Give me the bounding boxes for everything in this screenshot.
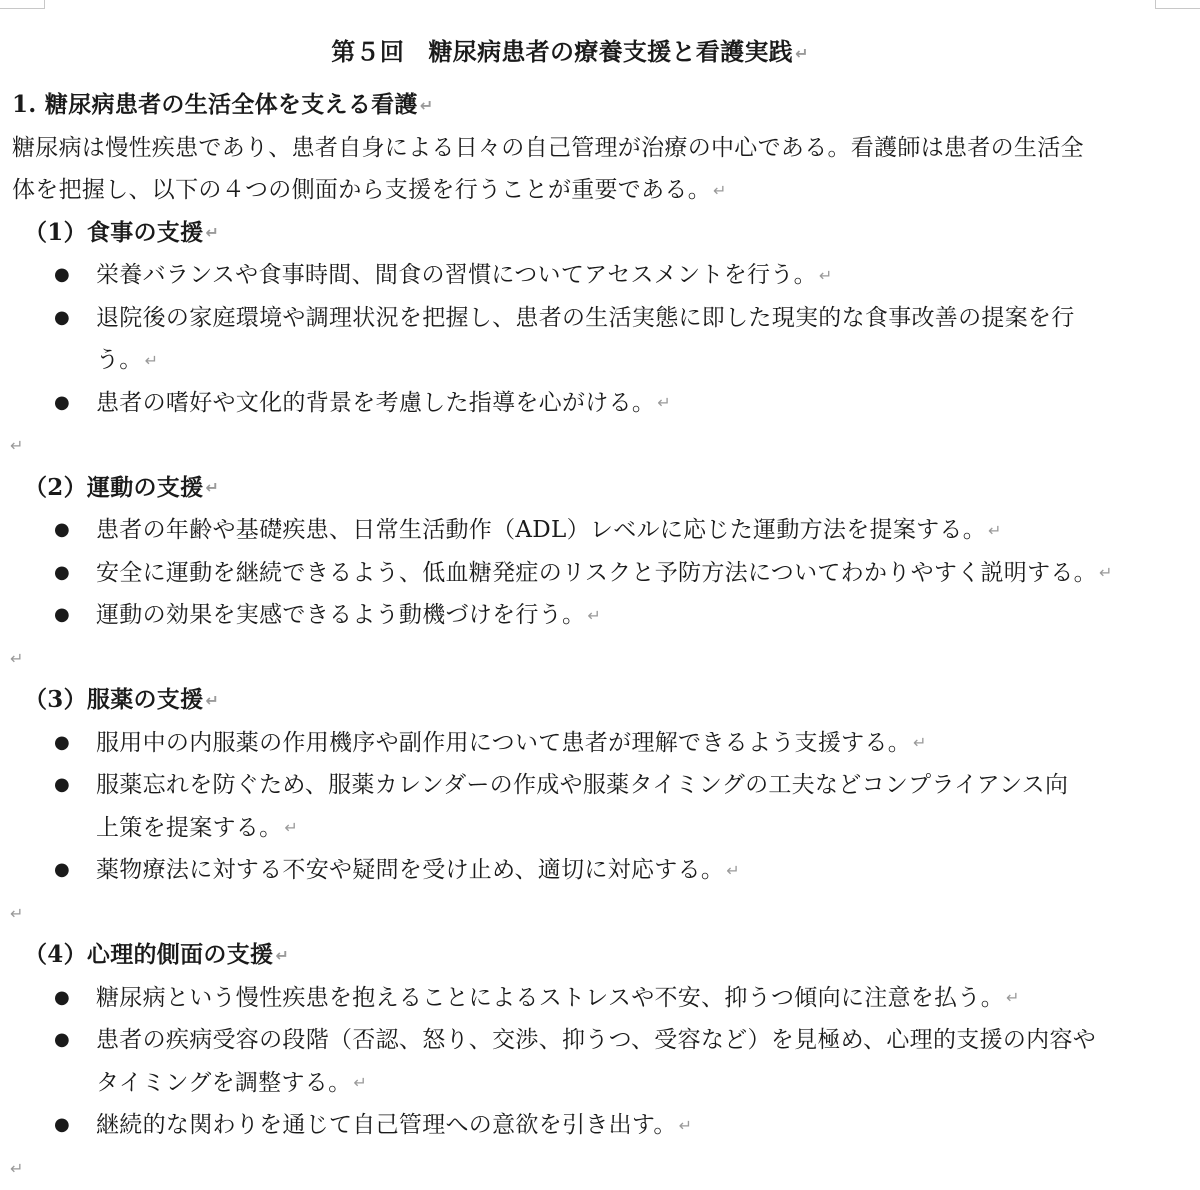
bullet-icon: ● <box>54 391 71 413</box>
list-item-text: 糖尿病という慢性疾患を抱えることによるストレスや不安、抑うつ傾向に注意を払う。 <box>96 984 1005 1011</box>
bullet-icon: ● <box>54 306 71 328</box>
paragraph-mark-icon: ↵ <box>713 180 727 200</box>
list-item[interactable] <box>10 382 1190 425</box>
bullet-icon: ● <box>54 264 71 285</box>
paragraph-mark-icon: ↵ <box>10 435 24 455</box>
list-item[interactable] <box>10 764 1190 807</box>
paragraph-mark-icon: ↵ <box>205 223 220 243</box>
paragraph-mark-icon: ↵ <box>726 860 740 880</box>
paragraph-mark-icon: ↵ <box>275 945 290 965</box>
section1-intro-line1[interactable] <box>10 127 1190 170</box>
paragraph-mark-icon: ↵ <box>657 393 671 413</box>
bullet-icon: ● <box>54 519 71 540</box>
paragraph-mark-icon: ↵ <box>419 95 434 115</box>
intro-text: 糖尿病は慢性疾患であり、患者自身による日々の自己管理が治療の中心である。看護師は患者の生活全 <box>12 134 1084 161</box>
paragraph-mark-icon: ↵ <box>587 605 602 625</box>
list-item[interactable] <box>10 594 1190 637</box>
list-item-continuation[interactable] <box>10 1062 1190 1105</box>
bullet-icon: ● <box>54 986 71 1008</box>
paragraph-mark-icon: ↵ <box>10 903 24 923</box>
list-item-text: 運動の効果を実感できるよう動機づけを行う。 <box>96 602 586 628</box>
page-corner-mark-right <box>1155 0 1200 9</box>
list-item-text: 服薬忘れを防ぐため、服薬カレンダーの作成や服薬タイミングの工夫などコンプライアンス向 <box>96 772 1069 798</box>
list-item-text: 安全に運動を継続できるよう、低血糖発症のリスクと予防方法についてわかりやすく説明する。 <box>96 559 1097 586</box>
empty-paragraph[interactable] <box>10 424 1190 467</box>
bullet-icon: ● <box>54 561 71 583</box>
list-item-text: 患者の疾病受容の段階（否認、怒り、交渉、抑うつ、受容など）を見極め、心理的支援の内容や <box>96 1027 1097 1053</box>
intro-text: 体を把握し、以下の４つの側面から支援を行うことが重要である。 <box>12 177 711 203</box>
paragraph-mark-icon: ↵ <box>794 43 809 63</box>
bullet-icon: ● <box>54 731 71 753</box>
paragraph-mark-icon: ↵ <box>284 818 299 838</box>
sub3-heading-text: （3）服薬の支援 <box>24 686 204 713</box>
sub2-heading[interactable] <box>10 467 1190 510</box>
section1-heading[interactable] <box>10 84 1190 127</box>
list-item[interactable] <box>10 849 1190 892</box>
paragraph-mark-icon: ↵ <box>10 648 24 668</box>
bullet-icon: ● <box>54 1029 71 1050</box>
list-item[interactable] <box>10 977 1190 1020</box>
list-item[interactable] <box>10 297 1190 340</box>
sub2-heading-text: （2）運動の支援 <box>24 473 204 501</box>
list-item[interactable] <box>10 509 1190 552</box>
list-item-text: 上策を提案する。 <box>96 814 283 841</box>
sub1-heading[interactable] <box>10 212 1190 255</box>
list-item-text: 栄養バランスや食事時間、間食の習慣についてアセスメントを行う。 <box>96 262 817 288</box>
sub4-heading[interactable] <box>10 934 1190 977</box>
section1-intro-line2[interactable] <box>10 169 1190 212</box>
bullet-icon: ● <box>54 859 71 880</box>
bullet-icon: ● <box>54 1114 71 1135</box>
bullet-icon: ● <box>54 774 71 795</box>
list-item-text: タイミングを調整する。 <box>96 1069 352 1096</box>
paragraph-mark-icon: ↵ <box>1098 563 1113 583</box>
paragraph-mark-icon: ↵ <box>913 733 927 753</box>
list-item-continuation[interactable] <box>10 807 1190 850</box>
page-corner-mark-left <box>0 0 45 9</box>
list-item-text: う。 <box>96 347 143 373</box>
list-item-text: 患者の年齢や基礎疾患、日常生活動作（ADL）レベルに応じた運動方法を提案する。 <box>96 517 987 543</box>
list-item-text: 患者の嗜好や文化的背景を考慮した指導を心がける。 <box>96 389 656 416</box>
list-item[interactable] <box>10 1104 1190 1147</box>
list-item-text: 服用中の内服薬の作用機序や副作用について患者が理解できるよう支援する。 <box>96 729 912 756</box>
bullet-icon: ● <box>54 604 71 625</box>
paragraph-mark-icon: ↵ <box>353 1073 368 1093</box>
paragraph-mark-icon: ↵ <box>205 478 220 498</box>
paragraph-mark-icon: ↵ <box>818 265 833 285</box>
list-item[interactable] <box>10 722 1190 765</box>
section1-heading-text: 1. 糖尿病患者の生活全体を支える看護 <box>12 91 418 118</box>
paragraph-mark-icon: ↵ <box>678 1115 693 1135</box>
list-item-continuation[interactable] <box>10 339 1190 382</box>
empty-paragraph[interactable] <box>10 892 1190 935</box>
paragraph-mark-icon: ↵ <box>988 520 1002 540</box>
empty-paragraph[interactable] <box>10 1147 1190 1190</box>
document-page <box>10 28 1190 1189</box>
paragraph-mark-icon: ↵ <box>144 350 159 370</box>
list-item[interactable] <box>10 1019 1190 1062</box>
list-item-text: 薬物療法に対する不安や疑問を受け止め、適切に対応する。 <box>96 857 725 883</box>
paragraph-mark-icon: ↵ <box>10 1158 24 1178</box>
document-title[interactable] <box>10 28 1190 76</box>
paragraph-mark-icon: ↵ <box>1006 988 1020 1008</box>
list-item-text: 継続的な関わりを通じて自己管理への意欲を引き出す。 <box>96 1112 677 1138</box>
list-item[interactable] <box>10 254 1190 297</box>
list-item[interactable] <box>10 552 1190 595</box>
sub4-heading-text: （4）心理的側面の支援 <box>24 941 274 968</box>
title-text: 第５回 糖尿病患者の療養支援と看護実践 <box>331 37 793 66</box>
list-item-text: 退院後の家庭環境や調理状況を把握し、患者の生活実態に即した現実的な食事改善の提案を行 <box>96 304 1075 331</box>
sub3-heading[interactable] <box>10 679 1190 722</box>
empty-paragraph[interactable] <box>10 637 1190 680</box>
sub1-heading-text: （1）食事の支援 <box>24 218 204 246</box>
paragraph-mark-icon: ↵ <box>205 690 220 710</box>
